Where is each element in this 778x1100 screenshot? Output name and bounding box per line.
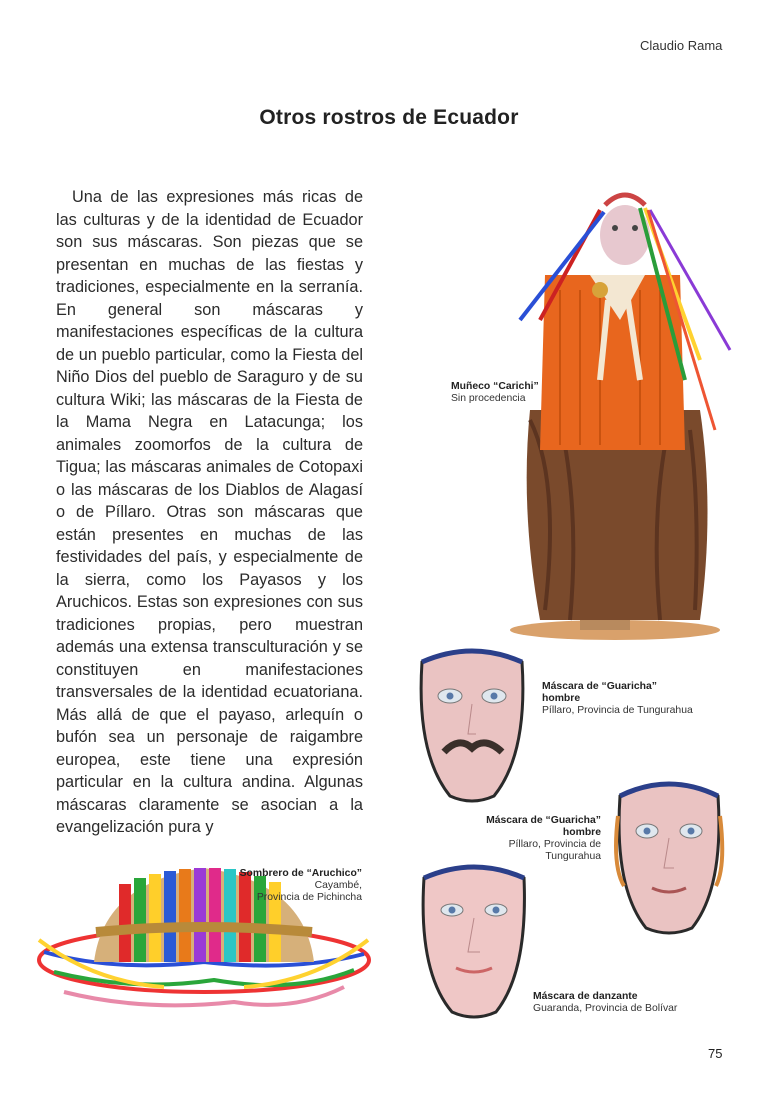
caption-guaricha-1-origin: Píllaro, Provincia de Tungurahua	[542, 705, 693, 716]
running-header-author: Claudio Rama	[640, 38, 723, 53]
guaricha-mask-2-image	[612, 776, 726, 936]
caption-carichi-title: Muñeco “Carichi”	[451, 381, 539, 392]
caption-danzante-title: Máscara de danzante	[533, 991, 638, 1002]
body-paragraph: Una de las expresiones más ricas de las culturas y de la identidad de Ecuador son sus máscaras. Son piezas que se presentan en muchas de las fiestas y tradiciones, especialmente en la serranía. En general son máscaras y manifestaciones específicas de la cultura de un pueblo particular, como la Fiesta del Niño Dios del pueblo de Saraguro y de su cultura Wiki; las máscaras de la Fiesta de la Mama Negra en Latacunga; los animales zoomorfos de la cultura de Tigua; las máscaras animales de Cotopaxi o las máscaras de los Diablos de Alagasí o de Píllaro. Otras son máscaras que están presentes en muchas de las festividades del país, y especialmente de la sierra, como los Payasos y los Aruchicos. Estas son expresiones con sus tradiciones propias, pero muestran además una extensa transculturación y se constituyen en manifestaciones transversales de la identidad ecuatoriana. Más allá de que el payaso, arlequín o bufón sea un personaje de raigambre europea, este tiene una expresión particular en la cultura andina. Algunas máscaras claramente se asocian a la evangelización pura y	[56, 188, 363, 836]
caption-guaricha-2-origin: Píllaro, Provincia de	[508, 839, 601, 850]
caption-carichi-origin: Sin procedencia	[451, 393, 526, 404]
page-number: 75	[708, 1046, 723, 1061]
page-title: Otros rostros de Ecuador	[259, 106, 519, 129]
guaricha-mask-1-image	[414, 644, 530, 804]
caption-danzante-origin: Guaranda, Provincia de Bolívar	[533, 1003, 678, 1014]
caption-aruchico-origin: Cayambé,	[314, 880, 362, 891]
caption-aruchico	[232, 868, 362, 904]
caption-guaricha-2-origin-2: Tungurahua	[545, 851, 601, 862]
caption-guaricha-2	[470, 815, 601, 863]
caption-danzante	[533, 991, 677, 1015]
caption-guaricha-2-title-2: hombre	[562, 827, 601, 838]
danzante-mask-image	[418, 860, 530, 1020]
caption-aruchico-title: Sombrero de “Aruchico”	[239, 868, 362, 879]
caption-guaricha-1-title: Máscara de “Guaricha”	[542, 681, 657, 692]
caption-carichi	[451, 381, 539, 405]
caption-guaricha-2-title: Máscara de “Guaricha”	[486, 815, 601, 826]
caption-aruchico-origin-2: Provincia de Pichincha	[256, 892, 362, 903]
caption-guaricha-1-title-2: hombre	[542, 693, 581, 704]
carichi-doll-image	[500, 180, 760, 640]
caption-guaricha-1	[542, 681, 693, 717]
